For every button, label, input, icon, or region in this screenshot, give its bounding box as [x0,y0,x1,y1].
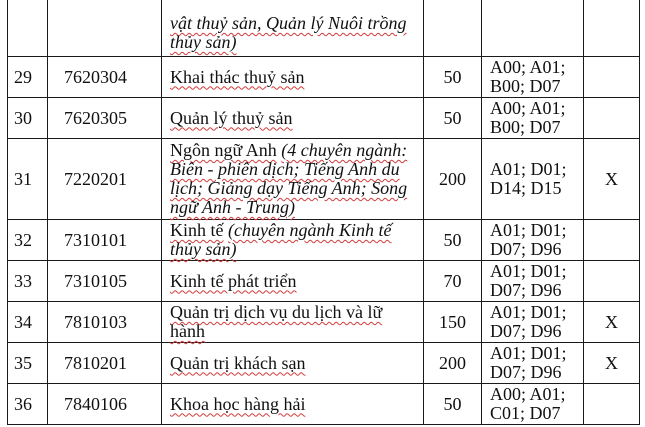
admission-table [7,0,640,425]
major-note: vật thuỷ sản, Quản lý Nuôi trồng thủy sản) [170,13,407,52]
code-cell: 7620305 [48,98,162,139]
major-name-cell [162,302,424,343]
stt-cell: 29 [8,57,48,98]
major-name: Quản trị khách sạn [170,352,306,373]
table-row [8,220,640,261]
code-cell: 7310105 [48,261,162,302]
table-row [8,0,640,57]
mark-cell: X [584,139,640,220]
major-name-cell [162,220,424,261]
major-name-cell [162,384,424,425]
code-cell: 7220201 [48,139,162,220]
quota-cell: 200 [424,343,482,384]
mark-cell [584,220,640,261]
table-row [8,139,640,220]
major-name-cell [162,343,424,384]
code-cell: 7310101 [48,220,162,261]
mark-cell: X [584,343,640,384]
major-name-cell [162,0,424,57]
code-cell: 7810201 [48,343,162,384]
code-cell: 7620304 [48,57,162,98]
stt-cell: 33 [8,261,48,302]
major-name-cell [162,139,424,220]
mark-cell [584,384,640,425]
combo-cell: A01; D01; D07; D96 [482,261,584,302]
major-name-cell [162,98,424,139]
mark-cell [584,57,640,98]
mark-cell [584,261,640,302]
combo-cell: A00; A01; B00; D07 [482,98,584,139]
stt-cell: 31 [8,139,48,220]
quota-cell: 200 [424,139,482,220]
stt-cell [8,0,48,57]
major-name: Ngôn ngữ Anh [170,140,277,160]
quota-cell: 50 [424,98,482,139]
mark-cell [584,98,640,139]
mark-cell [584,0,640,57]
combo-cell: A01; D01; D07; D96 [482,302,584,343]
stt-cell: 34 [8,302,48,343]
code-cell: 7840106 [48,384,162,425]
quota-cell: 150 [424,302,482,343]
major-name: Khoa học hàng hải [170,393,306,414]
quota-cell: 50 [424,220,482,261]
code-cell: 7810103 [48,302,162,343]
stt-cell: 36 [8,384,48,425]
major-name-cell [162,261,424,302]
major-name: Khai thác thuỷ sản [170,66,305,87]
table-row [8,384,640,425]
major-name: Kinh tế [170,220,224,240]
stt-cell: 30 [8,98,48,139]
combo-cell: A01; D01; D07; D96 [482,220,584,261]
code-cell [48,0,162,57]
mark-cell: X [584,302,640,343]
quota-cell: 50 [424,384,482,425]
major-name: Kinh tế phát triển [170,270,297,291]
table-row [8,302,640,343]
combo-cell [482,0,584,57]
combo-cell: A01; D01; D07; D96 [482,343,584,384]
table-row [8,98,640,139]
table-row [8,57,640,98]
combo-cell: A00; A01; B00; D07 [482,57,584,98]
stt-cell: 35 [8,343,48,384]
major-name-cell [162,57,424,98]
combo-cell: A00; A01; C01; D07 [482,384,584,425]
quota-cell: 70 [424,261,482,302]
major-name: Quản trị dịch vụ du lịch và lữ hành [170,302,383,341]
major-name: Quản lý thuỷ sản [170,107,293,128]
major-note: (4 chuyên ngành: Biên - phiên dịch; Tiếng Anh du lịch; Giảng dạy Tiếng Anh; Song ngữ Anh - Trung) [170,140,408,217]
combo-cell: A01; D01; D14; D15 [482,139,584,220]
stt-cell: 32 [8,220,48,261]
table-row [8,343,640,384]
quota-cell [424,0,482,57]
major-note: (chuyên ngành Kinh tế thủy sản) [170,220,392,259]
table-row [8,261,640,302]
quota-cell: 50 [424,57,482,98]
